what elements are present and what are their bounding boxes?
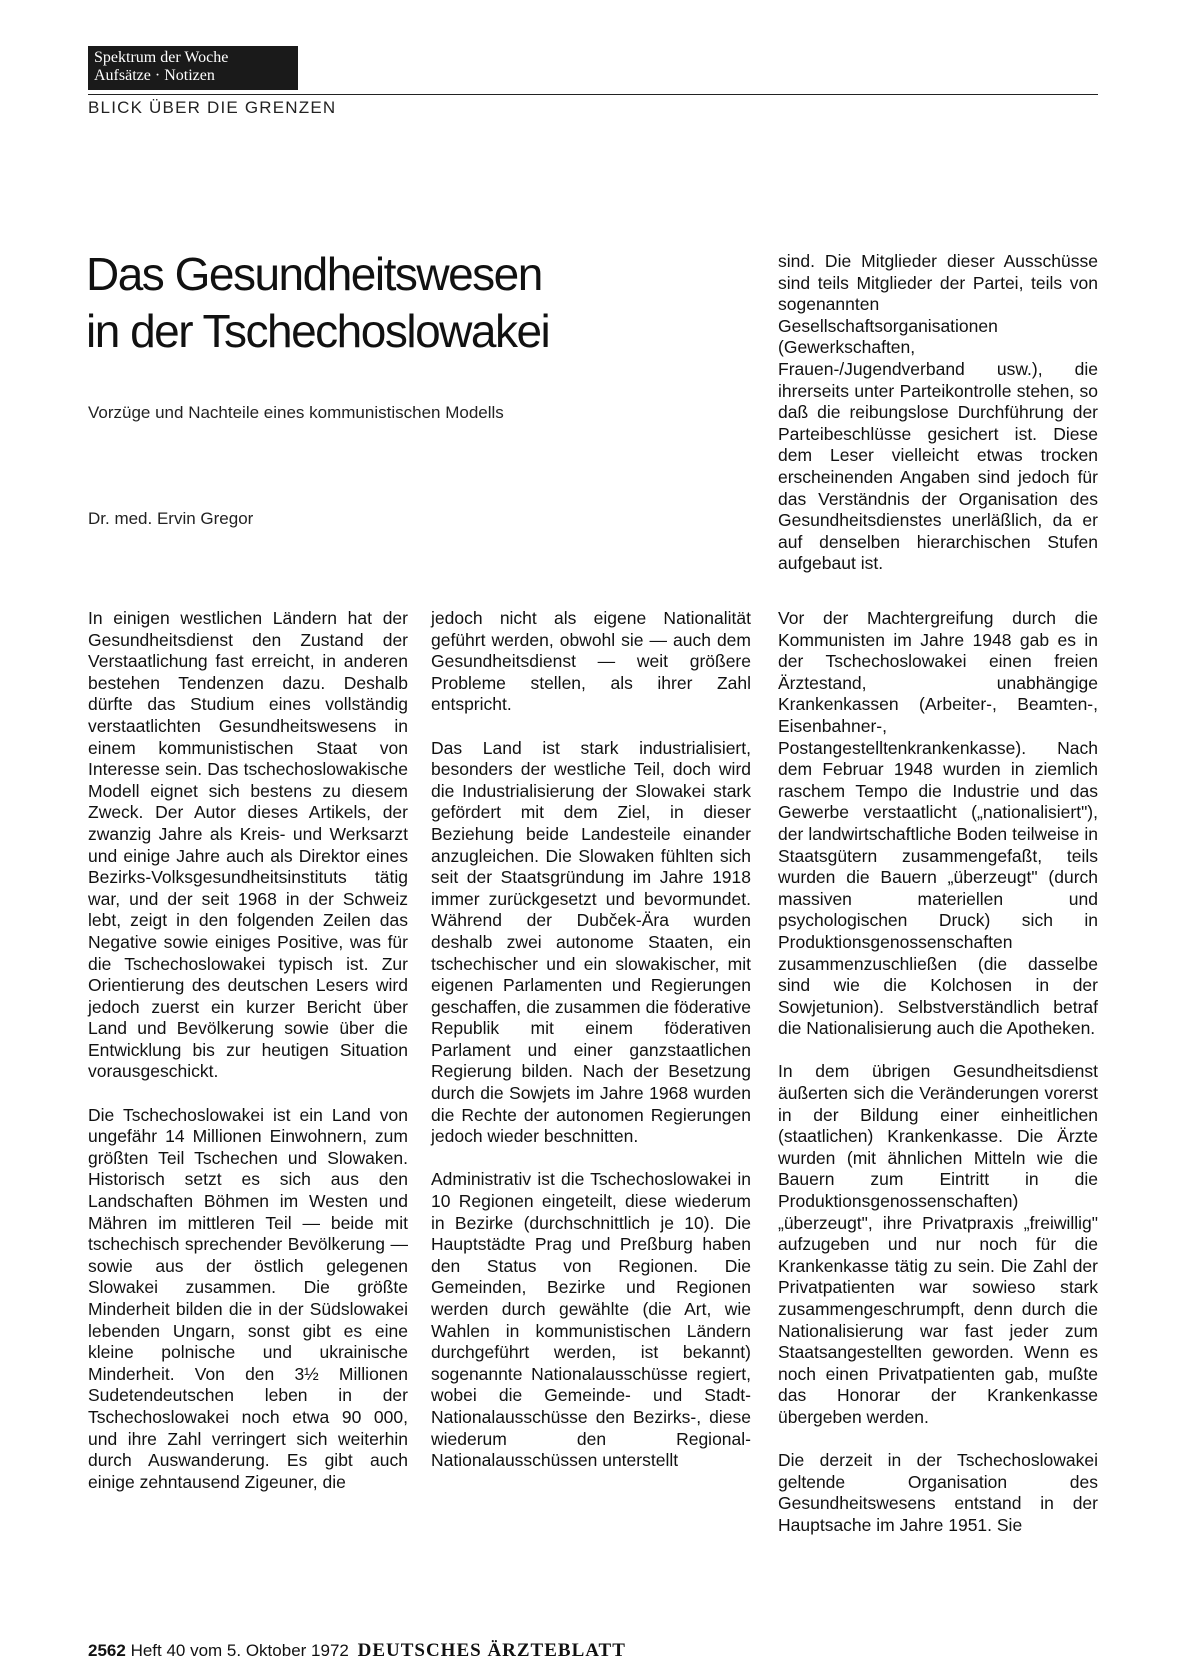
paragraph: Vor der Machtergreifung durch die Kommunisten im Jahre 1948 gab es in der Tschechoslowakei einen freien Ärztestand, unabhängige Krankenkassen (Arbeiter-, Beamten-, Eisenbahner-, Postangestelltenkrankenkasse). Nach dem Februar 1948 wurden in ziemlich raschem Tempo die Industrie und das Gewerbe verstaatlicht („nationalisiert"), der landwirtschaftliche Boden teilweise in Staatsgütern zusammengefaßt, teils wurden die Bauern „überzeugt" (durch massiven materiellen und psychologischen Druck) sich in Produktionsgenossenschaften zusammenzuschließen (die dasselbe sind wie die Kolchosen in der Sowjetunion). Selbstverständlich betraf die Nationalisierung auch die Apotheken.: [778, 608, 1098, 1039]
paragraph: sind. Die Mitglieder dieser Ausschüsse sind teils Mitglieder der Partei, teils von sogenannten Gesellschaftsorganisationen (Gewerkschaften, Frauen-/Jugendverband usw.), die ihrerseits unter Parteikontrolle stehen, so daß die reibungslose Durchführung der Parteibeschlüsse gesichert ist. Diese dem Leser vielleicht etwas trocken erscheinenden Angaben sind jedoch für das Verständnis der Organisation des Gesundheitsdienstes unerläßlich, da er auf denselben hierarchischen Stufen aufgebaut ist.: [778, 251, 1098, 574]
section-label-line2: Aufsätze · Notizen: [94, 67, 215, 84]
paragraph: In einigen westlichen Ländern hat der Gesundheitsdienst den Zustand der Verstaatlichung fast erreicht, in anderen bestehen Tendenzen dazu. Deshalb dürfte das Studium eines vollständig verstaatlichten Gesundheitswesens in einem kommunistischen Staat von Interesse sein. Das tschechoslowakische Modell eignet sich bestens zu diesem Zweck. Der Autor dieses Artikels, der zwanzig Jahre als Kreis- und Werksarzt und einige Jahre auch als Direktor eines Bezirks-Volksgesundheitsinstituts tätig war, und der seit 1968 in der Schweiz lebt, zeigt in den folgenden Zeilen das Negative sowie einiges Positive, was für die Tschechoslowakei typisch ist. Zur Orientierung des deutschen Lesers wird jedoch zuerst ein kurzer Bericht über Land und Bevölkerung sowie über die Entwicklung bis zur heutigen Situation vorausgeschickt.: [88, 608, 408, 1082]
rubric: BLICK ÜBER DIE GRENZEN: [88, 98, 337, 117]
paragraph: Administrativ ist die Tschechoslowakei in 10 Regionen eingeteilt, diese wiederum in Bezirke (durchschnittlich je 10). Die Hauptstädte Prag und Preßburg haben den Status von Regionen. Die Gemeinden, Bezirke und Regionen werden durch gewählte (die Art, wie Wahlen in kommunistischen Ländern durchgeführt werden, ist bekannt) sogenannte Nationalausschüsse regiert, wobei die Gemeinde- und Stadt-Nationalausschüsse den Bezirks-, diese wiederum den Regional-Nationalausschüssen unterstellt: [431, 1169, 751, 1471]
page-footer: [88, 1640, 626, 1662]
column-3-top: [778, 251, 1098, 575]
column-1: [88, 608, 408, 1493]
paragraph: Die Tschechoslowakei ist ein Land von ungefähr 14 Millionen Einwohnern, zum größten Teil Tschechen und Slowaken. Historisch setzt es sich aus den Landschaften Böhmen im Westen und Mähren im mittleren Teil — beide mit tschechisch sprechender Bevölkerung — sowie aus der östlich gelegenen Slowakei zusammen. Die größte Minderheit bilden die in der Südslowakei lebenden Ungarn, sonst gibt es eine kleine polnische und ukrainische Minderheit. Von den 3½ Millionen Sudetendeutschen leben in der Tschechoslowakei noch etwa 90 000, und ihre Zahl verringert sich weiterhin durch Auswanderung. Es gibt auch einige zehntausend Zigeuner, die: [88, 1104, 408, 1492]
article-subtitle: Vorzüge und Nachteile eines kommunistischen Modells: [88, 403, 504, 422]
column-2: [431, 608, 751, 1472]
header-rule: [88, 94, 1098, 95]
article-title: [86, 246, 706, 360]
paragraph: jedoch nicht als eigene Nationalität geführt werden, obwohl sie — auch dem Gesundheitsdienst — weit größere Probleme stellen, als ihrer Zahl entspricht.: [431, 608, 751, 715]
section-label-line1: Spektrum der Woche: [94, 49, 229, 66]
article-author: Dr. med. Ervin Gregor: [88, 509, 254, 528]
paragraph: Die derzeit in der Tschechoslowakei geltende Organisation des Gesundheitswesens entstand in der Hauptsache im Jahre 1951. Sie: [778, 1450, 1098, 1535]
article-title-line1: Das Gesundheitswesen: [86, 248, 542, 300]
page-number: 2562: [88, 1641, 126, 1660]
issue-info: Heft 40 vom 5. Oktober 1972: [130, 1641, 349, 1660]
article-title-line2: in der Tschechoslowakei: [86, 305, 550, 357]
paragraph: In dem übrigen Gesundheitsdienst äußerten sich die Veränderungen vorerst in der Bildung einer einheitlichen (staatlichen) Krankenkasse. Die Ärzte wurden (mit ähnlichen Mitteln wie die Bauern zum Eintritt in die Produktionsgenossenschaften) „überzeugt", ihre Privatpraxis „freiwillig" aufzugeben und nur noch für die Krankenkasse tätig zu sein. Die Zahl der Privatpatienten war sowieso stark zusammengeschrumpft, denn durch die Nationalisierung war fast jeder zum Staatsangestellten geworden. Wenn es noch einen Privatpatienten gab, mußte das Honorar der Krankenkasse übergeben werden.: [778, 1061, 1098, 1427]
journal-name: DEUTSCHES ÄRZTEBLATT: [357, 1640, 626, 1661]
column-3: [778, 608, 1098, 1537]
paragraph: Das Land ist stark industrialisiert, besonders der westliche Teil, doch wird die Industrialisierung der Slowakei stark gefördert mit dem Ziel, in dieser Beziehung beide Landesteile einander anzugleichen. Die Slowaken fühlten sich seit der Staatsgründung im Jahre 1918 immer zurückgesetzt und bevormundet. Während der Dubček-Ära wurden deshalb zwei autonome Staaten, ein tschechischer und ein slowakischer, mit eigenen Parlamenten und Regierungen geschaffen, die zusammen die föderative Republik mit einem föderativen Parlament und einer ganzstaatlichen Regierung bilden. Nach der Besetzung durch die Sowjets im Jahre 1968 wurden die Rechte der autonomen Regierungen jedoch wieder beschnitten.: [431, 737, 751, 1147]
section-label: [88, 46, 298, 90]
